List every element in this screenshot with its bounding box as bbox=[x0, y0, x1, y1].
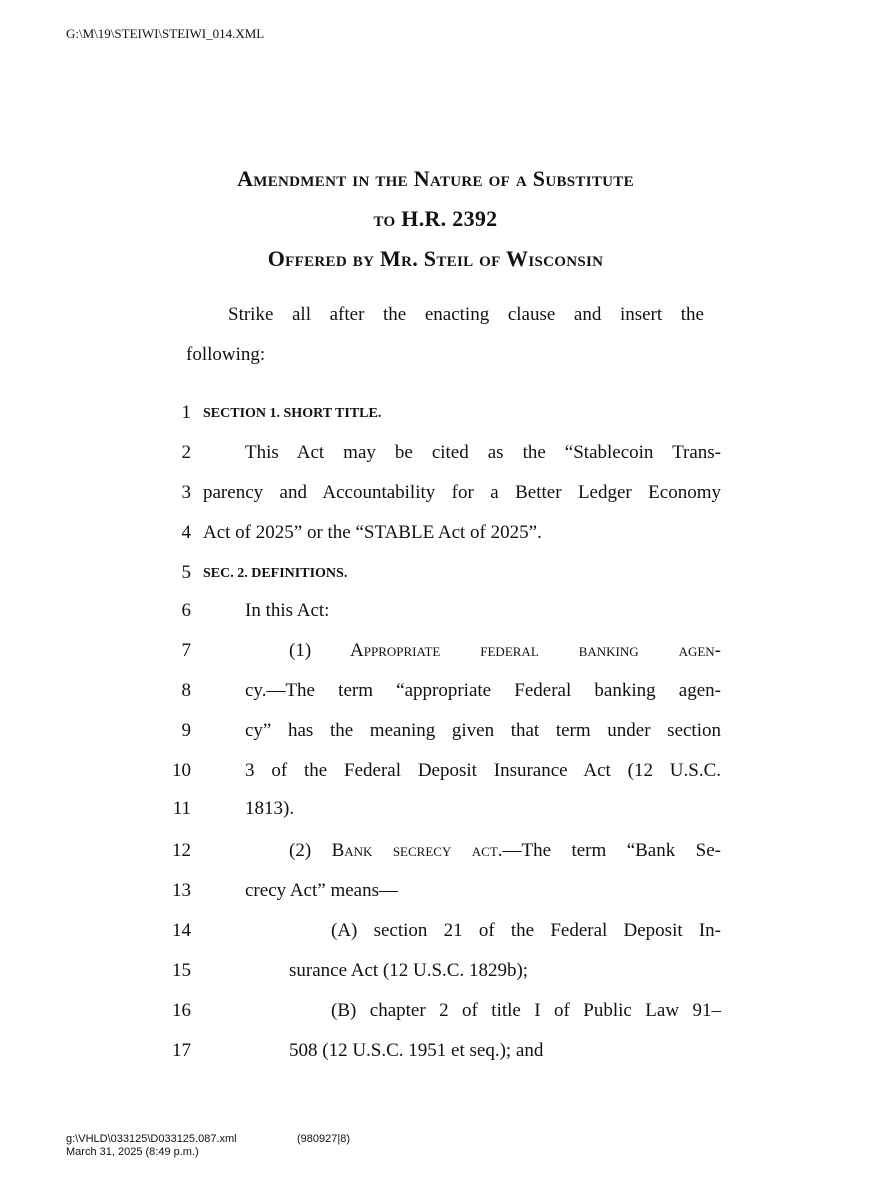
section-heading: SEC. 2. DEFINITIONS. bbox=[203, 566, 348, 581]
footer-code: (980927|8) bbox=[297, 1133, 351, 1145]
footer-file-info bbox=[66, 1133, 237, 1159]
line-number: 2 bbox=[181, 442, 191, 463]
bill-line bbox=[0, 522, 871, 562]
bill-line bbox=[0, 640, 871, 680]
line-number: 8 bbox=[181, 680, 191, 701]
paragraph-number: (2) bbox=[289, 840, 332, 861]
line-number: 15 bbox=[172, 960, 191, 981]
title-line-3: Offered by Mr. Steil of Wisconsin bbox=[267, 246, 604, 271]
line-number: 13 bbox=[172, 880, 191, 901]
line-text: (A) section 21 of the Federal Deposit In- bbox=[331, 920, 721, 941]
line-text: crecy Act” means— bbox=[245, 880, 398, 901]
bill-line bbox=[0, 402, 871, 442]
section-heading: SECTION 1. SHORT TITLE. bbox=[203, 406, 382, 421]
title-line-1: Amendment in the Nature of a Substitute bbox=[237, 166, 634, 191]
bill-line bbox=[0, 1000, 871, 1040]
line-text: 3 of the Federal Deposit Insurance Act (12 U.S.C. bbox=[245, 760, 721, 781]
line-text: surance Act (12 U.S.C. 1829b); bbox=[289, 960, 529, 981]
bill-line bbox=[0, 880, 871, 920]
bill-line bbox=[0, 562, 871, 602]
footer-date: March 31, 2025 (8:49 p.m.) bbox=[66, 1146, 199, 1158]
line-number: 7 bbox=[181, 640, 191, 661]
line-text: 508 (12 U.S.C. 1951 et seq.); and bbox=[289, 1040, 544, 1061]
line-text: parency and Accountability for a Better Ledger Economy bbox=[203, 482, 721, 503]
line-number: 12 bbox=[172, 840, 191, 861]
line-text-rest: .—The term “Bank Se- bbox=[497, 840, 721, 861]
bill-line bbox=[0, 482, 871, 522]
bill-line bbox=[0, 920, 871, 960]
bill-line bbox=[0, 760, 871, 800]
line-number: 16 bbox=[172, 1000, 191, 1021]
defined-term: Bank secrecy act bbox=[331, 840, 498, 861]
line-text: Act of 2025” or the “STABLE Act of 2025”. bbox=[203, 522, 542, 543]
footer-file-path: g:\VHLD\033125\D033125.087.xml bbox=[66, 1133, 237, 1145]
bill-line bbox=[0, 680, 871, 720]
bill-line bbox=[0, 600, 871, 640]
line-number: 9 bbox=[181, 720, 191, 741]
bill-line bbox=[0, 442, 871, 482]
line-number: 1 bbox=[181, 402, 191, 423]
bill-line bbox=[0, 720, 871, 760]
line-number: 10 bbox=[172, 760, 191, 781]
intro-line-1: Strike all after the enacting clause and insert the bbox=[228, 304, 704, 325]
line-text: cy” has the meaning given that term under section bbox=[245, 720, 721, 741]
bill-line bbox=[0, 960, 871, 1000]
line-number: 6 bbox=[181, 600, 191, 621]
document-file-path: G:\M\19\STEIWI\STEIWI_014.XML bbox=[66, 26, 265, 41]
line-number: 14 bbox=[172, 920, 191, 941]
line-text: In this Act: bbox=[245, 600, 330, 621]
line-text: cy.—The term “appropriate Federal banking agen- bbox=[245, 680, 721, 701]
bill-line bbox=[0, 840, 871, 880]
line-number: 11 bbox=[172, 798, 191, 819]
line-number: 5 bbox=[181, 562, 191, 583]
line-text: (1) Appropriate federal banking agen- bbox=[289, 640, 721, 661]
line-number: 3 bbox=[181, 482, 191, 503]
line-text bbox=[289, 840, 721, 862]
line-number: 17 bbox=[172, 1040, 191, 1061]
intro-line-2: following: bbox=[186, 344, 266, 365]
line-text: This Act may be cited as the “Stablecoin Trans- bbox=[245, 442, 721, 463]
line-text: 1813). bbox=[245, 798, 295, 819]
bill-line bbox=[0, 1040, 871, 1080]
title-line-2: to H.R. 2392 bbox=[373, 206, 498, 231]
line-number: 4 bbox=[181, 522, 191, 543]
bill-line bbox=[0, 798, 871, 838]
line-text: (B) chapter 2 of title I of Public Law 91– bbox=[331, 1000, 721, 1021]
